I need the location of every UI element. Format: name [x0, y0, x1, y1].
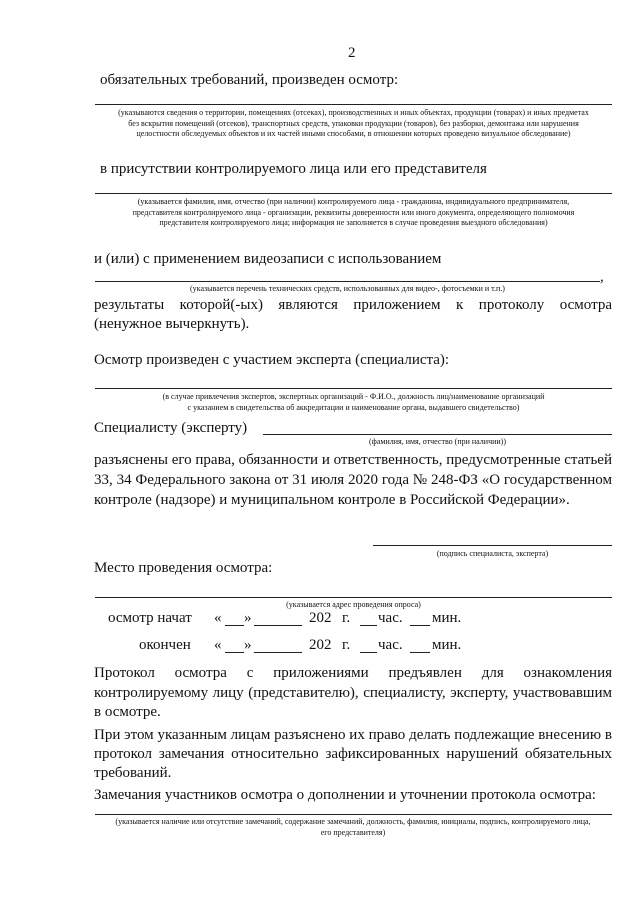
paragraph-results-line2: (ненужное вычеркнуть). — [94, 316, 250, 332]
paragraph-rights-line2: 33, 34 Федерального закона от 31 июля 2020 года № 248-ФЗ «О государственном — [94, 472, 612, 488]
note-line: (указываются сведения о территории, помещениях (отсеках), производственных и иных объектах, продукции (товарах) и иных предметах — [118, 108, 589, 117]
hour-label: час. — [378, 637, 403, 653]
paragraph-protocol-line1: Протокол осмотра с приложениями предъявлен для ознакомления — [94, 665, 612, 681]
note-objects — [95, 108, 612, 140]
paragraph-location: Место проведения осмотра: — [94, 560, 273, 576]
paragraph-results-line1: результаты которой(-ых) являются приложением к протоколу осмотра — [94, 297, 612, 313]
date-close-quote: » — [244, 610, 252, 626]
fill-line-remarks — [95, 814, 612, 815]
minute-field — [410, 625, 430, 626]
fill-line-expert — [95, 388, 612, 389]
paragraph-rights-line1: разъяснены его права, обязанности и ответственность, предусмотренные статьей — [94, 452, 612, 468]
note-line: целостности обследуемых объектов и их частей иными способами, в отношении которых проведено визуальное обследование) — [136, 129, 571, 138]
paragraph-rights-remarks-line1: При этом указанным лицам разъяснено их право делать подлежащие внесению в — [94, 727, 612, 743]
paragraph-presence: в присутствии контролируемого лица или его представителя — [100, 161, 487, 177]
fill-line-person — [95, 193, 612, 194]
note-expert — [95, 392, 612, 413]
specialist-label: Специалисту (эксперту) — [94, 420, 248, 436]
paragraph-remarks: Замечания участников осмотра о дополнении и уточнении протокола осмотра: — [94, 787, 596, 803]
fill-line-specialist-name — [263, 434, 612, 435]
note-line: без вскрытия помещений (отсеков), транспортных средств, упаковки продукции (товаров), без разборки, демонтажа или нарушения — [128, 118, 579, 128]
hour-field — [360, 625, 377, 626]
paragraph-expert: Осмотр произведен с участием эксперта (специалиста): — [94, 352, 450, 368]
day-field — [225, 625, 244, 626]
note-remarks — [88, 817, 618, 838]
note-line: (в случае привлечения экспертов, экспертных организаций - Ф.И.О., должность лиц/наименование организаций — [162, 392, 545, 401]
note-specialist-name: (фамилия, имя, отчество (при наличии)) — [369, 437, 506, 446]
note-line: (указывается фамилия, имя, отчество (при наличии) контролируемого лица - гражданина, индивидуального предпринимателя, — [137, 197, 570, 206]
minute-label: мин. — [432, 610, 462, 626]
end-time-row — [108, 636, 613, 656]
start-label: осмотр начат — [108, 610, 192, 626]
day-field — [225, 652, 244, 653]
note-person — [95, 197, 612, 229]
month-field — [254, 625, 302, 626]
note-line: с указанием в свидетельства об аккредитации и наименование органа, выдавшего свидетельство) — [187, 402, 520, 412]
paragraph-rights-line3: контроле (надзоре) и муниципальном контроле в Российской Федерации». — [94, 492, 570, 508]
hour-field — [360, 652, 377, 653]
comma: , — [600, 269, 604, 285]
signature-line — [373, 545, 612, 546]
note-line: представителя контролируемого лица; информация не заполняется в случае проведения выездного обследования) — [159, 218, 548, 227]
fill-line-objects — [95, 104, 612, 105]
minute-field — [410, 652, 430, 653]
date-close-quote: » — [244, 637, 252, 653]
end-label: окончен — [139, 637, 191, 653]
note-line: его представителя) — [320, 827, 386, 837]
month-field — [254, 652, 302, 653]
note-line: (указывается наличие или отсутствие замечаний, содержание замечаний, должность, фамилия, инициалы, подпись, контролируемого лица, — [115, 817, 591, 826]
hour-label: час. — [378, 610, 403, 626]
page-number: 2 — [348, 45, 356, 61]
year-prefix: 202 — [309, 637, 332, 653]
year-prefix: 202 — [309, 610, 332, 626]
fill-line-equipment — [95, 281, 600, 282]
note-signature: (подпись специалиста, эксперта) — [436, 549, 549, 558]
date-open-quote: « — [214, 610, 222, 626]
start-time-row — [108, 609, 613, 629]
paragraph-video: и (или) с применением видеозаписи с использованием — [94, 251, 442, 267]
paragraph-rights-remarks-line3: требований. — [94, 765, 172, 781]
paragraph-rights-remarks-line2: протокол замечания относительно зафиксированных нарушений обязательных — [94, 746, 612, 762]
date-open-quote: « — [214, 637, 222, 653]
note-location: (указывается адрес проведения опроса) — [286, 600, 421, 609]
paragraph-protocol-line2: контролируемому лицу (представителю), специалисту, эксперту, участвовавшим — [94, 685, 612, 701]
fill-line-location — [95, 597, 612, 598]
year-suffix: г. — [342, 637, 351, 653]
year-suffix: г. — [342, 610, 351, 626]
note-equipment: (указывается перечень технических средств, использованных для видео-, фотосъемки и т.п.) — [190, 284, 505, 293]
minute-label: мин. — [432, 637, 462, 653]
paragraph-protocol-line3: в осмотре. — [94, 704, 161, 720]
paragraph-inspection: обязательных требований, произведен осмотр: — [100, 72, 399, 88]
note-line: представителя контролируемого лица - организации, реквизиты доверенности или иного документа, определяющего полномочия — [132, 207, 575, 217]
